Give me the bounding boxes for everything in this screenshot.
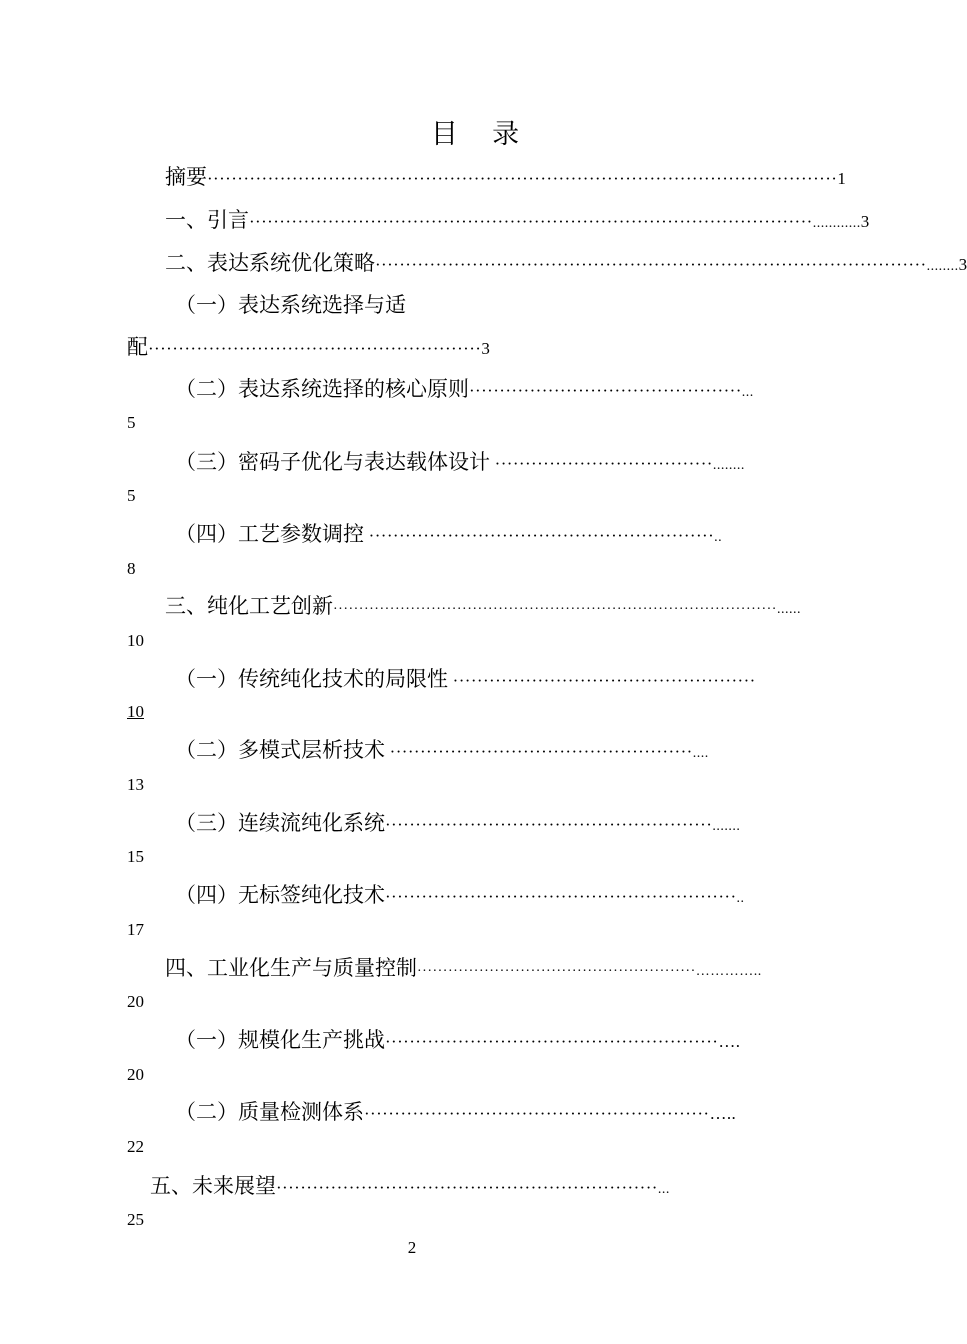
toc-leader-tail: ....... bbox=[712, 819, 741, 834]
toc-entry-label: 配 bbox=[127, 335, 148, 359]
toc-entry-introduction[interactable] bbox=[165, 205, 869, 235]
toc-entry-label: （三）连续流纯化系统 bbox=[175, 811, 385, 835]
toc-leader: ······················································································ bbox=[333, 602, 777, 617]
toc-page-number: 10 bbox=[127, 702, 144, 721]
toc-entry-label: 三、纯化工艺创新 bbox=[165, 594, 333, 618]
toc-leader: ························································· bbox=[364, 1104, 710, 1123]
toc-entry-2-2[interactable] bbox=[175, 374, 754, 404]
toc-leader: ······················································· bbox=[385, 1032, 719, 1051]
toc-leader: ············································· bbox=[469, 381, 742, 400]
toc-leader: ······················································ bbox=[417, 964, 696, 979]
toc-entry-abstract[interactable] bbox=[165, 162, 846, 192]
toc-entry-label: （四）工艺参数调控 bbox=[175, 522, 364, 546]
toc-entry-4-2[interactable] bbox=[175, 1097, 736, 1127]
toc-entry-2-3[interactable] bbox=[175, 447, 745, 477]
toc-entry-label: （一）规模化生产挑战 bbox=[175, 1028, 385, 1052]
toc-entry-label: （三）密码子优化与表达载体设计 bbox=[175, 450, 490, 474]
toc-page-number: 3 bbox=[860, 212, 870, 231]
toc-leader: ···································· bbox=[490, 454, 713, 473]
toc-entry-2-4[interactable] bbox=[175, 519, 722, 549]
toc-page-number: 20 bbox=[127, 992, 144, 1011]
toc-page-number: 5 bbox=[127, 486, 136, 505]
toc-entry-label: 四、工业化生产与质量控制 bbox=[165, 956, 417, 980]
toc-leader: ····························································································· bbox=[249, 212, 813, 231]
toc-entry-label: （二）表达系统选择的核心原则 bbox=[175, 377, 469, 401]
toc-leader: ························································· bbox=[364, 526, 715, 545]
toc-page-number: 1 bbox=[837, 169, 846, 188]
toc-page-number: 5 bbox=[127, 413, 136, 432]
toc-entry-3-4[interactable] bbox=[175, 880, 745, 910]
toc-page-number: 17 bbox=[127, 920, 144, 939]
toc-leader-tail: ........ bbox=[712, 458, 745, 473]
toc-entry-label: （二）质量检测体系 bbox=[175, 1100, 364, 1124]
toc-entry-2-1-line1[interactable] bbox=[175, 290, 406, 320]
toc-leader-tail: ............ bbox=[812, 216, 861, 231]
toc-entry-label: （一）表达系统选择与适 bbox=[175, 293, 406, 317]
toc-page-number: 10 bbox=[127, 631, 144, 650]
toc-leader: ········································································································ bbox=[207, 169, 838, 188]
toc-leader: ······················································· bbox=[148, 339, 482, 358]
toc-page-number: 13 bbox=[127, 775, 144, 794]
toc-leader-tail: .... bbox=[692, 746, 709, 761]
toc-leader-tail: .. bbox=[736, 891, 745, 906]
toc-leader: ······························································· bbox=[276, 1178, 658, 1197]
toc-entry-label: （一）传统纯化技术的局限性 bbox=[175, 667, 448, 691]
toc-page-number: 3 bbox=[958, 255, 967, 274]
toc-leader: ·················································· bbox=[448, 671, 756, 690]
toc-page-number: 25 bbox=[127, 1210, 144, 1229]
toc-leader-tail: ... bbox=[741, 385, 754, 400]
toc-page-number: 20 bbox=[127, 1065, 144, 1084]
toc-entry-section-4[interactable] bbox=[165, 953, 762, 983]
toc-leader-tail: ….. bbox=[709, 1104, 737, 1123]
toc-entry-label: 二、表达系统优化策略 bbox=[165, 251, 375, 275]
toc-entry-section-5[interactable] bbox=[150, 1171, 670, 1201]
toc-entry-3-1[interactable] bbox=[175, 664, 756, 694]
toc-entry-2-1-line2[interactable] bbox=[127, 332, 490, 362]
toc-leader-tail: …. bbox=[718, 1032, 741, 1051]
toc-entry-4-1[interactable] bbox=[175, 1025, 740, 1055]
toc-leader-tail: ………….. bbox=[695, 964, 762, 979]
toc-entry-section-3[interactable] bbox=[165, 591, 801, 621]
toc-leader-tail: .. bbox=[714, 530, 723, 545]
toc-leader-tail: ... bbox=[657, 1182, 670, 1197]
toc-entry-label: 五、未来展望 bbox=[150, 1174, 276, 1198]
toc-entry-label: （二）多模式层析技术 bbox=[175, 738, 385, 762]
toc-leader: ··························································································· bbox=[375, 255, 927, 274]
toc-entry-section-2[interactable] bbox=[165, 248, 967, 278]
toc-title: 目 录 bbox=[430, 119, 520, 150]
toc-leader: ······················································ bbox=[385, 815, 713, 834]
toc-page-number: 8 bbox=[127, 559, 136, 578]
toc-entry-3-3[interactable] bbox=[175, 808, 740, 838]
toc-page-number: 22 bbox=[127, 1137, 144, 1156]
toc-entry-label: （四）无标签纯化技术 bbox=[175, 883, 385, 907]
toc-entry-label: 摘要 bbox=[165, 165, 207, 189]
toc-entry-label: 一、引言 bbox=[165, 208, 249, 232]
toc-page-number: 3 bbox=[481, 339, 490, 358]
toc-leader-tail: ...... bbox=[776, 602, 801, 617]
page-footer-number: 2 bbox=[407, 1238, 417, 1257]
toc-leader-tail: ........ bbox=[926, 259, 959, 274]
toc-entry-3-2[interactable] bbox=[175, 735, 709, 765]
toc-page-number: 15 bbox=[127, 847, 144, 866]
toc-leader: ·························································· bbox=[385, 887, 737, 906]
toc-leader: ·················································· bbox=[385, 742, 693, 761]
